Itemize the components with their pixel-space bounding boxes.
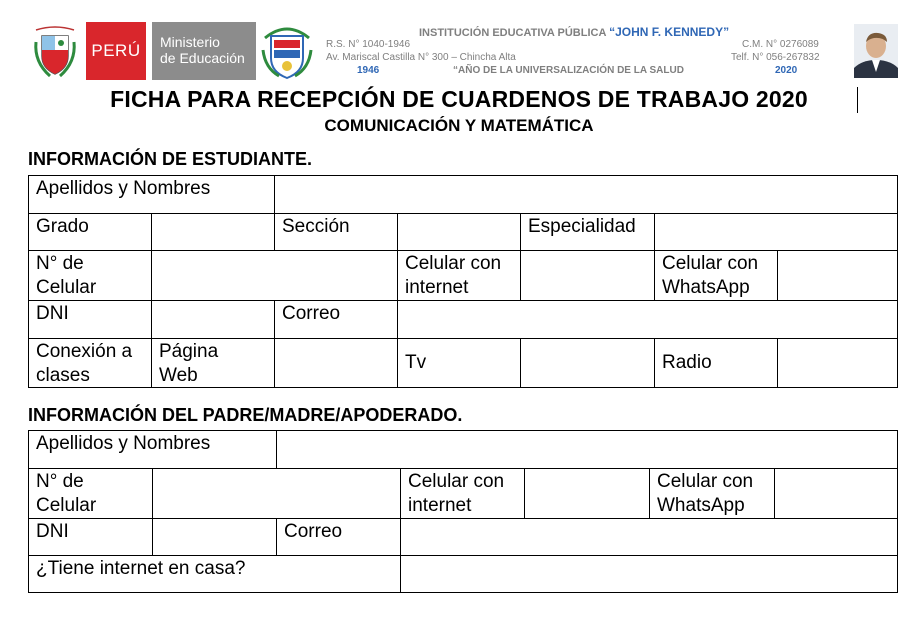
label-parent-internet-phone-line1: Celular con — [408, 471, 505, 492]
student-dni-field[interactable] — [152, 301, 275, 339]
current-year: 2020 — [775, 65, 798, 76]
label-class-connection-line1: Conexión a — [36, 341, 133, 362]
label-student-whatsapp-line1: Celular con — [662, 253, 759, 274]
resolution-number: R.S. N° 1040-1946 — [326, 39, 411, 50]
ministry-logo — [152, 22, 256, 80]
student-internet-phone-field[interactable] — [521, 251, 655, 301]
label-parent-internet-phone-line2: internet — [408, 495, 472, 516]
label-parent-internet-phone — [401, 469, 525, 519]
label-student-internet-phone-line2: internet — [405, 277, 469, 298]
label-parent-whatsapp-line2: WhatsApp — [657, 495, 745, 516]
label-student-dni: DNI — [29, 301, 152, 339]
label-student-internet-phone-line1: Celular con — [405, 253, 502, 274]
parent-phone-field[interactable] — [153, 469, 401, 519]
label-student-phone — [29, 251, 152, 301]
student-email-field[interactable] — [398, 301, 898, 339]
web-page-field[interactable] — [275, 339, 398, 388]
label-grade: Grado — [29, 214, 152, 251]
ministry-logo-line1: Ministerio — [160, 34, 220, 50]
student-info-table — [28, 175, 898, 388]
parent-names-field[interactable] — [277, 431, 898, 469]
label-parent-whatsapp-line1: Celular con — [657, 471, 754, 492]
label-student-internet-phone — [398, 251, 521, 301]
parent-dni-field[interactable] — [153, 519, 277, 556]
label-parent-whatsapp — [650, 469, 775, 519]
label-parent-phone-line2: Celular — [36, 495, 97, 516]
specialty-field[interactable] — [655, 214, 898, 251]
parent-internet-phone-field[interactable] — [525, 469, 650, 519]
document-title: FICHA PARA RECEPCIÓN DE CUARDENOS DE TRABAJO 2020 — [110, 86, 808, 112]
grade-field[interactable] — [152, 214, 275, 251]
label-student-phone-line2: Celular — [36, 277, 97, 298]
label-web-page-line1: Página — [159, 341, 219, 362]
student-names-field[interactable] — [275, 176, 898, 214]
institution-name: “JOHN F. KENNEDY” — [609, 25, 730, 39]
modular-code: C.M. N° 0276089 — [742, 39, 819, 50]
portrait-photo-icon — [854, 24, 898, 78]
label-radio: Radio — [655, 339, 778, 388]
label-parent-phone-line1: N° de — [36, 471, 84, 492]
peru-logo: PERÚ — [86, 22, 146, 80]
radio-field[interactable] — [778, 339, 898, 388]
text-cursor — [857, 87, 858, 113]
label-web-page — [152, 339, 275, 388]
label-parent-phone — [29, 469, 153, 519]
label-student-names: Apellidos y Nombres — [29, 176, 275, 214]
label-parent-email: Correo — [277, 519, 401, 556]
parent-email-field[interactable] — [401, 519, 898, 556]
label-home-internet: ¿Tiene internet en casa? — [29, 556, 401, 593]
home-internet-field[interactable] — [401, 556, 898, 593]
student-section-heading: INFORMACIÓN DE ESTUDIANTE. — [28, 149, 313, 169]
year-motto: “AÑO DE LA UNIVERSALIZACIÓN DE LA SALUD — [453, 65, 684, 76]
label-student-whatsapp-line2: WhatsApp — [662, 277, 750, 298]
label-specialty: Especialidad — [521, 214, 655, 251]
parent-info-table — [28, 430, 898, 593]
label-parent-dni: DNI — [29, 519, 153, 556]
ministry-logo-line2: de Educación — [160, 50, 245, 66]
student-whatsapp-field[interactable] — [778, 251, 898, 301]
letterhead — [0, 0, 918, 84]
label-web-page-line2: Web — [159, 365, 198, 386]
founding-year: 1946 — [357, 65, 380, 76]
institution-prefix: INSTITUCIÓN EDUCATIVA PÚBLICA — [419, 27, 610, 39]
document-subtitle: COMUNICACIÓN Y MATEMÁTICA — [324, 116, 594, 135]
student-phone-field[interactable] — [152, 251, 398, 301]
school-phone: Telf. N° 056-267832 — [731, 52, 820, 63]
school-address: Av. Mariscal Castilla N° 300 – Chincha Alta — [326, 52, 516, 63]
school-emblem-icon — [259, 22, 315, 80]
parent-section-heading: INFORMACIÓN DEL PADRE/MADRE/APODERADO. — [28, 405, 463, 425]
label-class-connection — [29, 339, 152, 388]
institution-title — [419, 25, 729, 39]
label-student-email: Correo — [275, 301, 398, 339]
peru-coat-of-arms-icon — [30, 22, 80, 80]
parent-whatsapp-field[interactable] — [775, 469, 898, 519]
label-student-phone-line1: N° de — [36, 253, 84, 274]
label-section: Sección — [275, 214, 398, 251]
tv-field[interactable] — [521, 339, 655, 388]
section-field[interactable] — [398, 214, 521, 251]
label-parent-names: Apellidos y Nombres — [29, 431, 277, 469]
label-student-whatsapp — [655, 251, 778, 301]
label-class-connection-line2: clases — [36, 365, 90, 386]
label-tv: Tv — [398, 339, 521, 388]
